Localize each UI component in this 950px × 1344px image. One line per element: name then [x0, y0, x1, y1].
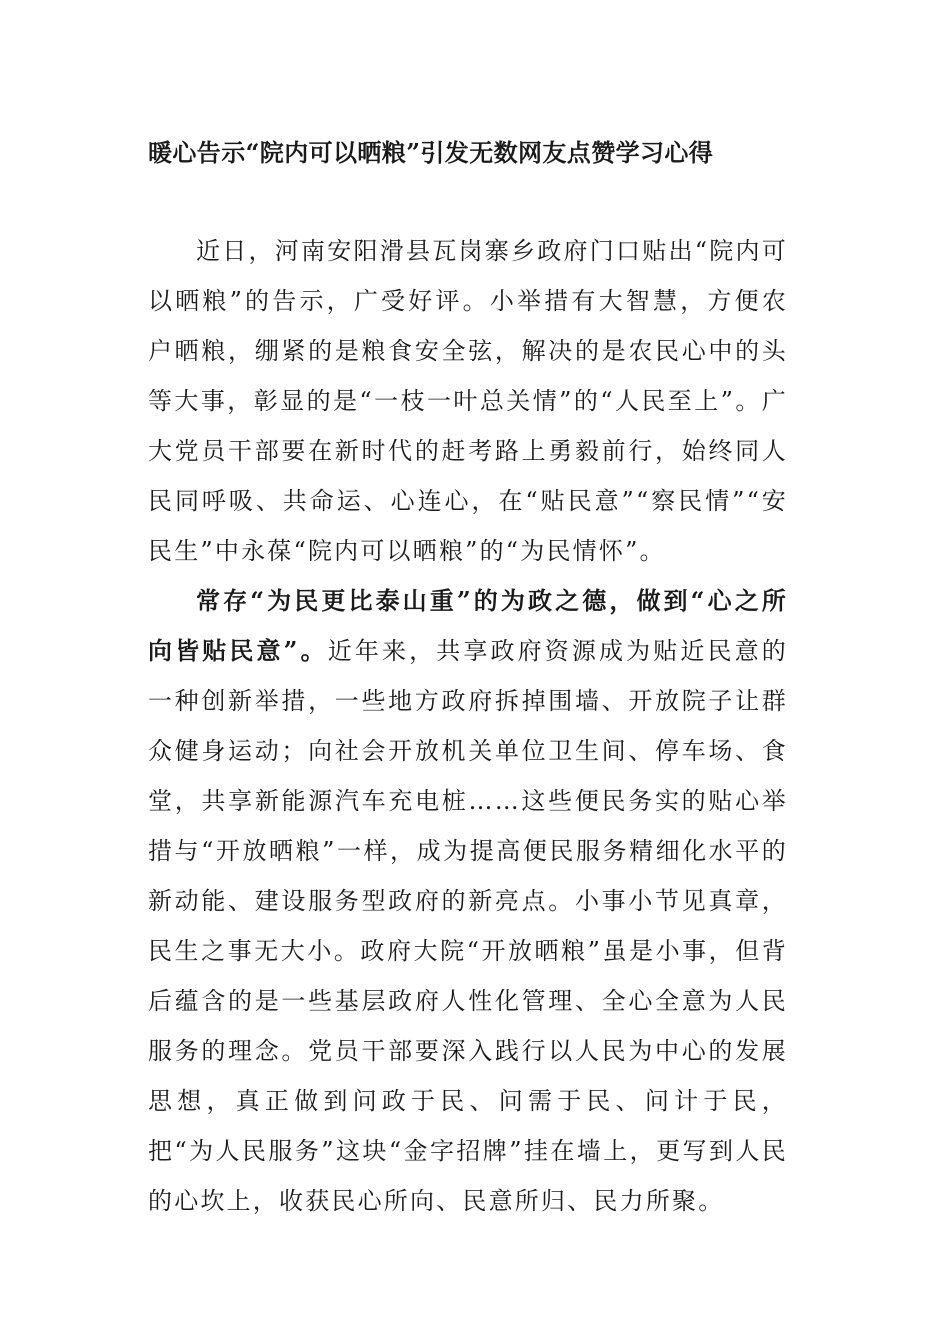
paragraph-2: [148, 576, 788, 1226]
document-title: 暖心告示“院内可以晒粮”引发无数网友点赞学习心得: [148, 138, 714, 167]
paragraph-1-text: 近日，河南安阳滑县瓦岗寨乡政府门口贴出“院内可以晒粮”的告示，广受好评。小举措有大智慧，方便农户晒粮，绷紧的是粮食安全弦，解决的是农民心中的头等大事，彰显的是“一枝一叶总关情”的“人民至上”。广大党员干部要在新时代的赶考路上勇毅前行，始终同人民同呼吸、共命运、心连心，在“贴民意”“察民情”“安民生”中永葆“院内可以晒粮”的“为民情怀”。: [148, 237, 788, 565]
paragraph-2-lead: 常存“为民更比泰山重”的为政之德，做到“心之所向皆贴民意”。: [148, 586, 788, 665]
paragraph-1: [148, 226, 788, 576]
paragraph-2-text: 近年来，共享政府资源成为贴近民意的一种创新举措，一些地方政府拆掉围墙、开放院子让群众健身运动；向社会开放机关单位卫生间、停车场、食堂，共享新能源汽车充电桩……这些便民务实的贴心举措与“开放晒粮”一样，成为提高便民服务精细化水平的新动能、建设服务型政府的新亮点。小事小节见真章，民生之事无大小。政府大院“开放晒粮”虽是小事，但背后蕴含的是一些基层政府人性化管理、全心全意为人民服务的理念。党员干部要深入践行以人民为中心的发展思想，真正做到问政于民、问需于民、问计于民，把“为人民服务”这块“金字招牌”挂在墙上，更写到人民的心坎上，收获民心所向、民意所归、民力所聚。: [148, 637, 788, 1215]
document-body: [148, 226, 788, 1226]
